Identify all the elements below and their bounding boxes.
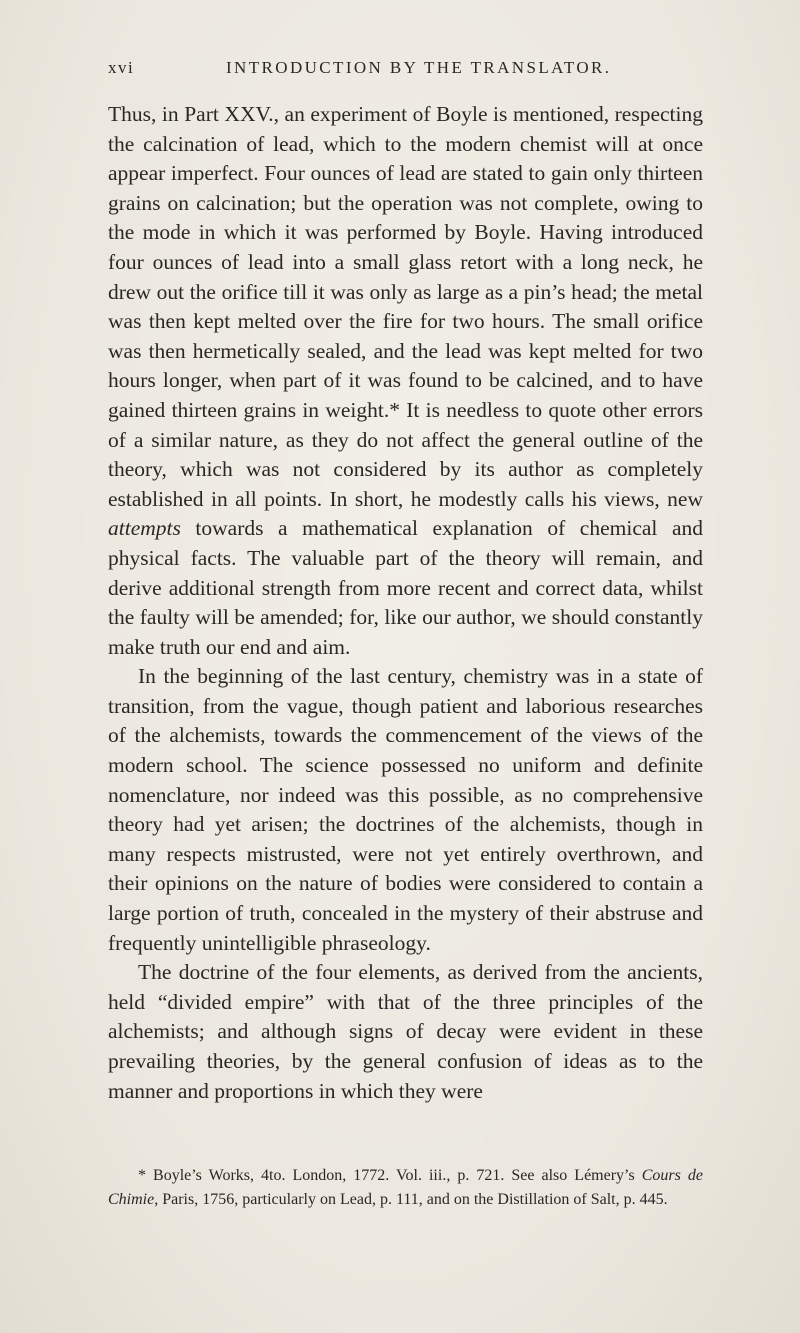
body-text [108,100,703,1106]
paragraph-1 [108,100,703,662]
paragraph-3 [108,958,703,1106]
paragraph-2 [108,662,703,958]
footnote-text-b: , Paris, 1756, particularly on Lead, p. 111, and on the Distillation of Salt, p. 445. [154,1191,668,1208]
footnote-text-a: * Boyle’s Works, 4to. London, 1772. Vol. iii., p. 721. See also Lémery’s [138,1167,642,1184]
footnote-emphasis: Cours de Chimie [108,1167,703,1208]
paragraph-1-emphasis: attempts [108,516,181,541]
paragraph-2-text: In the beginning of the last century, chemistry was in a state of transition, from the vague, though patient and laborious researches of the alchemists, towards the commencement of the views of the modern school. The science possessed no uniform and definite nomenclature, nor indeed was this possible, as no comprehensive theory had yet arisen; the doctrines of the alchemists, though in many respects mistrusted, were not yet entirely overthrown, and their opinions on the nature of bodies were considered to contain a large portion of truth, concealed in the mystery of their abstruse and frequently unintelligible phraseology. [108,664,703,955]
running-title: INTRODUCTION BY THE TRANSLATOR. [226,58,612,77]
footnote-text [108,1164,703,1212]
page-number: xvi [108,58,135,77]
footnote [108,1164,703,1212]
paragraph-1-text-b: towards a mathematical explanation of chemical and physical facts. The valuable part of the theory will remain, and derive additional strength from more recent and correct data, whilst the faulty will be amended; for, like our author, we should constantly make truth our end and aim. [108,516,703,659]
page-header [108,58,703,82]
paragraph-1-text-a: Thus, in Part XXV., an experiment of Boyle is mentioned, respecting the calcination of lead, which to the modern chemist will at once appear imperfect. Four ounces of lead are stated to gain only thirteen grains on calcination; but the operation was not complete, owing to the mode in which it was performed by Boyle. Having introduced four ounces of lead into a small glass retort with a long neck, he drew out the orifice till it was only as large as a pin’s head; the metal was then kept melted over the fire for two hours. The small orifice was then hermetically sealed, and the lead was kept melted for two hours longer, when part of it was found to be calcined, and to have gained thirteen grains in weight.* It is needless to quote other errors of a similar nature, as they do not affect the general outline of the theory, which was not considered by its author as completely established in all points. In short, he modestly calls his views, new [108,102,703,511]
paragraph-3-text: The doctrine of the four elements, as derived from the ancients, held “divided empire” with that of the three principles of the alchemists; and although signs of decay were evident in these prevailing theories, by the general confusion of ideas as to the manner and proportions in which they were [108,960,703,1103]
